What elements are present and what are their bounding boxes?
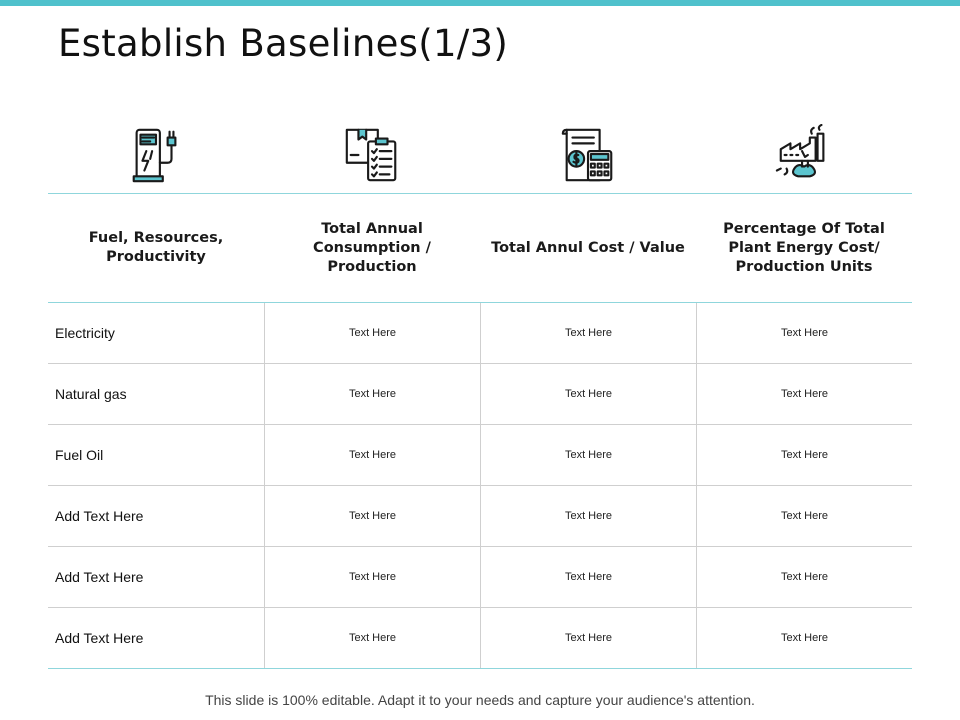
column-header-percentage: Percentage Of Total Plant Energy Cost/ Production Units	[723, 220, 885, 275]
table-row	[48, 303, 912, 364]
table-cell: Text Here	[264, 303, 480, 363]
column-header-cost: Total Annul Cost / Value	[491, 239, 685, 256]
clipboard-checklist-icon	[264, 120, 480, 190]
row-label: Electricity	[55, 325, 115, 341]
table-row	[48, 608, 912, 669]
row-label: Add Text Here	[55, 630, 144, 646]
table-cell: Text Here	[480, 364, 696, 424]
table-cell: Text Here	[480, 303, 696, 363]
table-row	[48, 547, 912, 608]
table-cell: Text Here	[264, 364, 480, 424]
table-row	[48, 486, 912, 547]
row-label: Add Text Here	[55, 569, 144, 585]
table-row	[48, 425, 912, 486]
table-row	[48, 364, 912, 425]
table-cell: Text Here	[696, 486, 912, 546]
table-cell: Text Here	[696, 547, 912, 607]
invoice-calculator-icon	[480, 120, 696, 190]
factory-pollution-icon	[696, 120, 912, 190]
fuel-pump-icon	[48, 120, 264, 190]
icons-row	[48, 120, 912, 190]
table-cell: Text Here	[480, 608, 696, 668]
table-cell: Text Here	[264, 425, 480, 485]
table-cell: Text Here	[696, 425, 912, 485]
row-label: Fuel Oil	[55, 447, 104, 463]
table-header	[48, 194, 912, 302]
table-cell: Text Here	[480, 547, 696, 607]
table-body	[48, 303, 912, 669]
table-cell: Text Here	[480, 425, 696, 485]
top-accent-bar	[0, 0, 960, 6]
table-cell: Text Here	[264, 608, 480, 668]
table-cell: Text Here	[696, 608, 912, 668]
table-cell: Text Here	[696, 364, 912, 424]
page-title: Establish Baselines(1/3)	[58, 22, 509, 65]
column-header-consumption: Total Annual Consumption / Production	[313, 220, 431, 275]
table-cell: Text Here	[264, 486, 480, 546]
row-label: Add Text Here	[55, 508, 144, 524]
table-cell: Text Here	[264, 547, 480, 607]
column-header-fuel: Fuel, Resources, Productivity	[88, 230, 224, 265]
table-cell: Text Here	[480, 486, 696, 546]
footer-note: This slide is 100% editable. Adapt it to your needs and capture your audience's attention.	[205, 692, 755, 708]
table-cell: Text Here	[696, 303, 912, 363]
row-label: Natural gas	[55, 386, 127, 402]
